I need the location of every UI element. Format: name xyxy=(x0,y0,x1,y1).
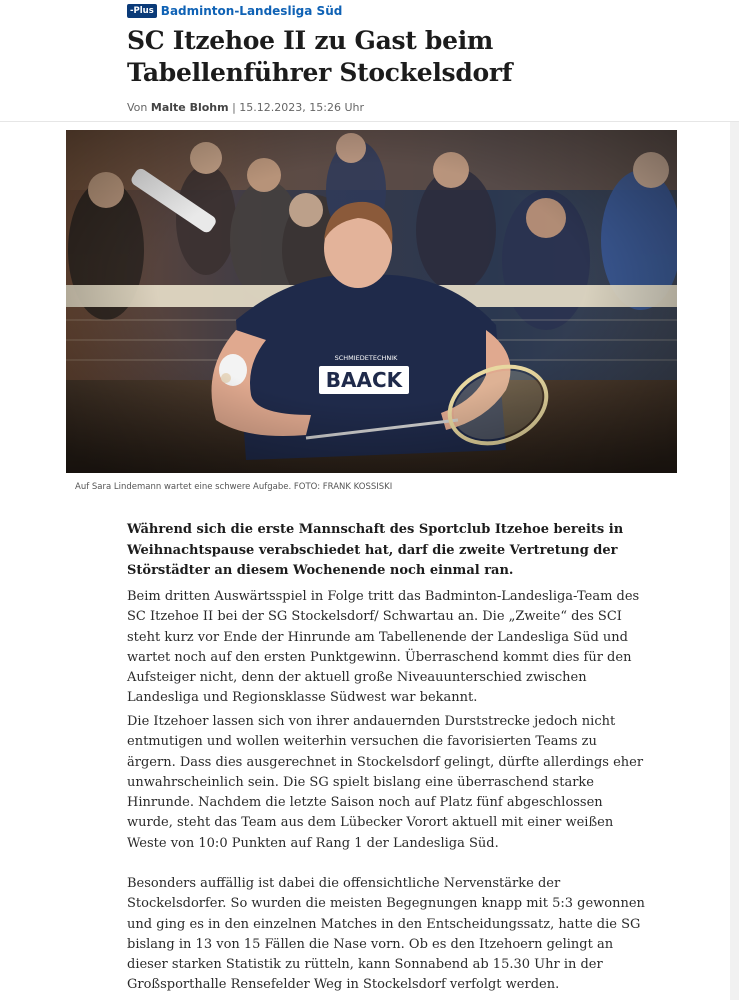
divider xyxy=(0,121,739,122)
paragraph-line: steht kurz vor Ende der Hinrunde am Tabellenende der Landesliga Süd und xyxy=(127,629,628,645)
paragraph-line: bislang in 13 von 15 Fällen die Nase vorn. Ob es den Itzehoern gelingt an xyxy=(127,936,614,952)
paragraph-line: SC Itzehoe II bei der SG Stockelsdorf/ Schwartau an. Die „Zweite“ des SCI xyxy=(127,609,622,625)
paragraph-line: Besonders auffällig ist dabei die offensichtliche Nervenstärke der xyxy=(127,876,561,891)
lead-line: Weihnachtspause verabschiedet hat, darf die zweite Vertretung der xyxy=(127,542,618,558)
headline-line: Tabellenführer Stockelsdorf xyxy=(127,58,513,87)
headline-line: SC Itzehoe II zu Gast beim xyxy=(127,26,494,55)
photo-caption: Auf Sara Lindemann wartet eine schwere Aufgabe. FOTO: FRANK KOSSISKI xyxy=(75,482,393,492)
publish-datetime: 15.12.2023, 15:26 Uhr xyxy=(239,101,364,114)
article-photo[interactable] xyxy=(66,130,677,473)
paragraph-line: Aufsteiger nicht, denn der aktuell große Niveauunterschied zwischen xyxy=(127,670,587,686)
lead-line: Während sich die erste Mannschaft des Sportclub Itzehoe bereits in xyxy=(127,522,624,537)
byline-prefix: Von xyxy=(127,101,148,114)
paragraph-line: wurde, steht das Team aus dem Lübecker Vorort aktuell mit einer weißen xyxy=(127,815,614,831)
article-headline xyxy=(127,25,687,89)
paragraph-line: wartet noch auf den ersten Punktgewinn. Überraschend kommt dies für den xyxy=(127,649,632,665)
plus-badge: -Plus xyxy=(127,4,157,18)
paragraph-line: Großsporthalle Rensefelder Weg in Stockelsdorf verfolgt werden. xyxy=(127,977,560,993)
paragraph-line: dieser starken Statistik zu rütteln, kann Sonnabend ab 15.30 Uhr in der xyxy=(127,957,603,973)
paragraph-line: Landesliga und Regionsklasse Südwest war bekannt. xyxy=(127,690,478,706)
paragraph-line: ärgern. Dass dies ausgerechnet in Stockelsdorf gelingt, dürfte allerdings eher xyxy=(127,754,644,770)
byline-separator: | xyxy=(228,101,240,114)
badminton-player-image xyxy=(66,130,677,473)
paragraph-line: Hinrunde. Nachdem die letzte Saison noch auf Platz fünf abgeschlossen xyxy=(127,795,603,811)
paragraph-2 xyxy=(127,712,644,854)
paragraph-line: Die Itzehoer lassen sich von ihrer andauernden Durststrecke jedoch nicht xyxy=(127,714,616,729)
kicker-link[interactable]: Badminton-Landesliga Süd xyxy=(160,4,343,18)
article-lead xyxy=(127,520,624,582)
author-name[interactable]: Malte Blohm xyxy=(150,101,229,114)
article-kicker[interactable] xyxy=(127,3,342,19)
paragraph-line: und ging es in den einzelnen Matches in den Entscheidungssatz, hatte die SG xyxy=(127,916,641,932)
paragraph-1 xyxy=(127,587,640,709)
paragraph-3 xyxy=(127,874,645,996)
paragraph-line: Stockelsdorfer. So wurden die meisten Begegnungen knapp mit 5:3 gewonnen xyxy=(127,896,645,912)
paragraph-line: entmutigen und wollen weiterhin versuchen die favorisierten Teams zu xyxy=(127,734,597,750)
paragraph-line: Weste von 10:0 Punkten auf Rang 1 der Landesliga Süd. xyxy=(127,835,499,851)
byline xyxy=(127,101,364,114)
paragraph-line: Beim dritten Auswärtsspiel in Folge tritt das Badminton-Landesliga-Team des xyxy=(127,589,640,604)
paragraph-line: unwahrscheinlich sein. Die SG spielt bislang eine überraschend starke xyxy=(127,774,594,790)
lead-line: Störstädter an diesem Wochenende noch einmal ran. xyxy=(127,563,514,578)
